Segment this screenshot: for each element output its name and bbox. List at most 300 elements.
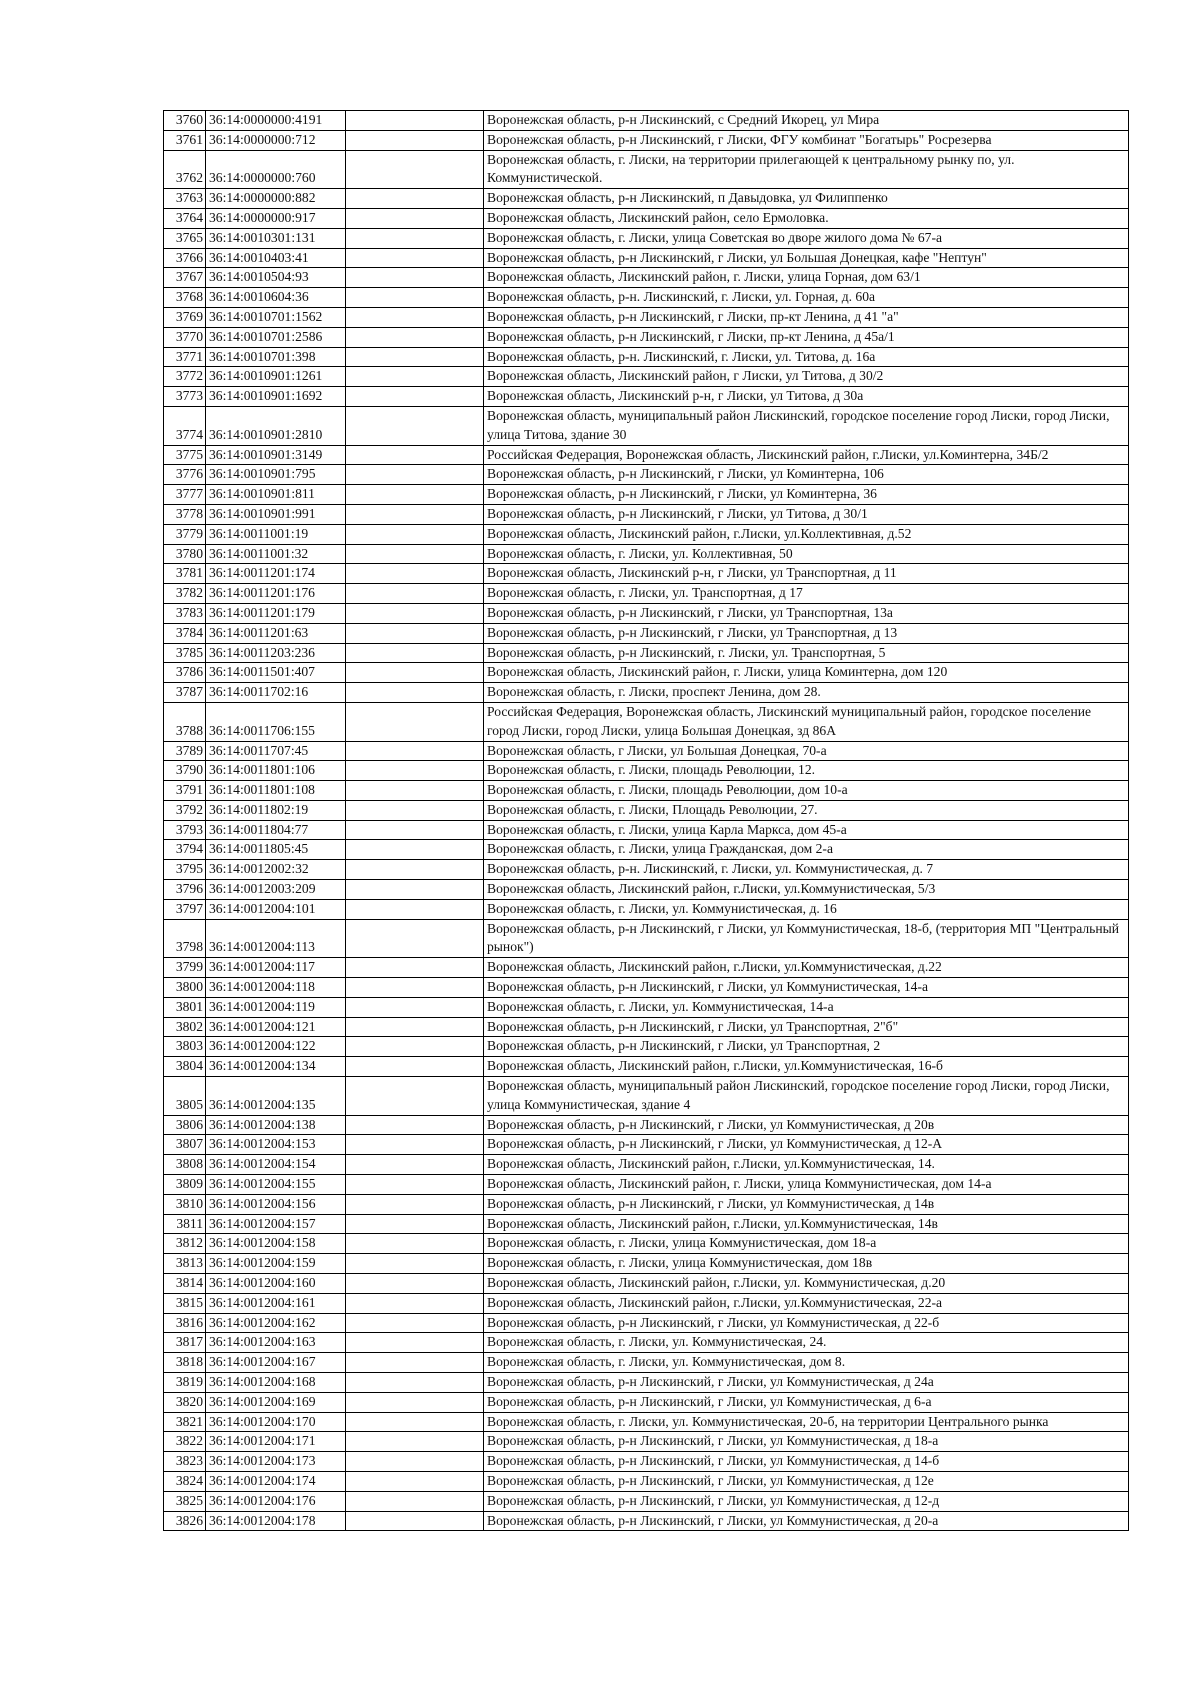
address-cell: Воронежская область, г. Лиски, ул. Коммунистическая, д. 16	[484, 899, 1129, 919]
address-cell: Воронежская область, г. Лиски, улица Коммунистическая, дом 18-а	[484, 1234, 1129, 1254]
empty-cell	[346, 1175, 484, 1195]
empty-cell	[346, 997, 484, 1017]
address-cell: Воронежская область, г. Лиски, ул. Коллективная, 50	[484, 544, 1129, 564]
cadastral-number-cell: 36:14:0011805:45	[206, 840, 346, 860]
cadastral-number-cell: 36:14:0012004:156	[206, 1194, 346, 1214]
empty-cell	[346, 1274, 484, 1294]
empty-cell	[346, 880, 484, 900]
table-row	[164, 899, 1129, 919]
address-cell: Воронежская область, р-н Лискинский, г Лиски, ул Коминтерна, 106	[484, 465, 1129, 485]
empty-cell	[346, 683, 484, 703]
row-number-cell: 3760	[164, 111, 206, 131]
row-number-cell: 3807	[164, 1135, 206, 1155]
cadastral-number-cell: 36:14:0012003:209	[206, 880, 346, 900]
cadastral-number-cell: 36:14:0012004:173	[206, 1452, 346, 1472]
empty-cell	[346, 1037, 484, 1057]
empty-cell	[346, 978, 484, 998]
address-cell: Воронежская область, р-н Лискинский, г Лиски, ул Коммунистическая, д 22-б	[484, 1313, 1129, 1333]
table-row	[164, 741, 1129, 761]
cadastral-number-cell: 36:14:0012004:113	[206, 919, 346, 958]
address-cell: Воронежская область, р-н Лискинский, г Лиски, ул Коммунистическая, д 12-А	[484, 1135, 1129, 1155]
empty-cell	[346, 1115, 484, 1135]
empty-cell	[346, 524, 484, 544]
row-number-cell: 3795	[164, 860, 206, 880]
empty-cell	[346, 1353, 484, 1373]
empty-cell	[346, 208, 484, 228]
cadastral-number-cell: 36:14:0010901:3149	[206, 445, 346, 465]
row-number-cell: 3810	[164, 1194, 206, 1214]
cadastral-number-cell: 36:14:0012004:121	[206, 1017, 346, 1037]
cadastral-number-cell: 36:14:0012004:161	[206, 1293, 346, 1313]
table-row	[164, 800, 1129, 820]
cadastral-number-cell: 36:14:0011801:106	[206, 761, 346, 781]
row-number-cell: 3790	[164, 761, 206, 781]
row-number-cell: 3762	[164, 150, 206, 189]
empty-cell	[346, 268, 484, 288]
row-number-cell: 3823	[164, 1452, 206, 1472]
cadastral-number-cell: 36:14:0012004:167	[206, 1353, 346, 1373]
empty-cell	[346, 1214, 484, 1234]
table-row	[164, 1234, 1129, 1254]
address-cell: Воронежская область, р-н Лискинский, г Лиски, ул Транспортная, 2"б"	[484, 1017, 1129, 1037]
row-number-cell: 3808	[164, 1155, 206, 1175]
table-row	[164, 1135, 1129, 1155]
table-row	[164, 958, 1129, 978]
address-cell: Воронежская область, Лискинский район, г.Лиски, ул.Коммунистическая, д.22	[484, 958, 1129, 978]
table-row	[164, 544, 1129, 564]
row-number-cell: 3794	[164, 840, 206, 860]
table-row	[164, 1254, 1129, 1274]
table-row	[164, 367, 1129, 387]
row-number-cell: 3824	[164, 1471, 206, 1491]
cadastral-number-cell: 36:14:0000000:917	[206, 208, 346, 228]
empty-cell	[346, 958, 484, 978]
cadastral-number-cell: 36:14:0012004:159	[206, 1254, 346, 1274]
row-number-cell: 3770	[164, 327, 206, 347]
address-cell: Воронежская область, р-н Лискинский, г Лиски, ул Коммунистическая, 14-а	[484, 978, 1129, 998]
table-row	[164, 1293, 1129, 1313]
cadastral-number-cell: 36:14:0010901:2810	[206, 406, 346, 445]
cadastral-number-cell: 36:14:0011804:77	[206, 820, 346, 840]
cadastral-number-cell: 36:14:0010504:93	[206, 268, 346, 288]
row-number-cell: 3804	[164, 1057, 206, 1077]
cadastral-number-cell: 36:14:0010901:811	[206, 485, 346, 505]
row-number-cell: 3825	[164, 1491, 206, 1511]
registry-table	[163, 110, 1129, 1531]
address-cell: Воронежская область, р-н Лискинский, г Лиски, ул Большая Донецкая, кафе "Нептун"	[484, 248, 1129, 268]
cadastral-number-cell: 36:14:0012004:158	[206, 1234, 346, 1254]
empty-cell	[346, 1471, 484, 1491]
row-number-cell: 3817	[164, 1333, 206, 1353]
empty-cell	[346, 1452, 484, 1472]
row-number-cell: 3786	[164, 663, 206, 683]
cadastral-number-cell: 36:14:0012004:117	[206, 958, 346, 978]
address-cell: Воронежская область, р-н Лискинский, г Лиски, ул Коммунистическая, д 12е	[484, 1471, 1129, 1491]
address-cell: Российская Федерация, Воронежская область, Лискинский район, г.Лиски, ул.Коминтерна, 34Б/2	[484, 445, 1129, 465]
row-number-cell: 3816	[164, 1313, 206, 1333]
address-cell: Воронежская область, р-н. Лискинский, г. Лиски, ул. Титова, д. 16а	[484, 347, 1129, 367]
table-row	[164, 1333, 1129, 1353]
cadastral-number-cell: 36:14:0010301:131	[206, 228, 346, 248]
cadastral-number-cell: 36:14:0011201:176	[206, 584, 346, 604]
table-row	[164, 504, 1129, 524]
address-cell: Российская Федерация, Воронежская область, Лискинский муниципальный район, городское поселение город Лиски, город Лиски, улица Большая Донецкая, зд 86А	[484, 702, 1129, 741]
row-number-cell: 3793	[164, 820, 206, 840]
row-number-cell: 3826	[164, 1511, 206, 1531]
empty-cell	[346, 111, 484, 131]
table-row	[164, 445, 1129, 465]
cadastral-number-cell: 36:14:0012004:154	[206, 1155, 346, 1175]
empty-cell	[346, 1077, 484, 1116]
address-cell: Воронежская область, р-н Лискинский, г Лиски, ул Коммунистическая, д 20в	[484, 1115, 1129, 1135]
cadastral-number-cell: 36:14:0012004:157	[206, 1214, 346, 1234]
table-row	[164, 1392, 1129, 1412]
empty-cell	[346, 307, 484, 327]
table-body	[164, 111, 1129, 1531]
table-row	[164, 465, 1129, 485]
table-row	[164, 1115, 1129, 1135]
empty-cell	[346, 248, 484, 268]
address-cell: Воронежская область, г. Лиски, площадь Революции, дом 10-а	[484, 781, 1129, 801]
cadastral-number-cell: 36:14:0012004:155	[206, 1175, 346, 1195]
table-row	[164, 860, 1129, 880]
row-number-cell: 3787	[164, 683, 206, 703]
address-cell: Воронежская область, р-н Лискинский, п Давыдовка, ул Филиппенко	[484, 189, 1129, 209]
row-number-cell: 3779	[164, 524, 206, 544]
empty-cell	[346, 1313, 484, 1333]
cadastral-number-cell: 36:14:0012004:171	[206, 1432, 346, 1452]
table-row	[164, 150, 1129, 189]
row-number-cell: 3799	[164, 958, 206, 978]
cadastral-number-cell: 36:14:0000000:712	[206, 130, 346, 150]
cadastral-number-cell: 36:14:0012004:170	[206, 1412, 346, 1432]
empty-cell	[346, 1392, 484, 1412]
address-cell: Воронежская область, г. Лиски, ул. Транспортная, д 17	[484, 584, 1129, 604]
cadastral-number-cell: 36:14:0000000:4191	[206, 111, 346, 131]
row-number-cell: 3782	[164, 584, 206, 604]
empty-cell	[346, 899, 484, 919]
cadastral-number-cell: 36:14:0010901:991	[206, 504, 346, 524]
address-cell: Воронежская область, р-н Лискинский, г. Лиски, ул. Транспортная, 5	[484, 643, 1129, 663]
row-number-cell: 3797	[164, 899, 206, 919]
cadastral-number-cell: 36:14:0011501:407	[206, 663, 346, 683]
address-cell: Воронежская область, р-н Лискинский, г Лиски, ул Транспортная, д 13	[484, 623, 1129, 643]
table-row	[164, 683, 1129, 703]
address-cell: Воронежская область, Лискинский район, г.Лиски, ул.Коммунистическая, 5/3	[484, 880, 1129, 900]
empty-cell	[346, 1194, 484, 1214]
address-cell: Воронежская область, р-н Лискинский, г Лиски, пр-кт Ленина, д 45а/1	[484, 327, 1129, 347]
table-row	[164, 248, 1129, 268]
row-number-cell: 3819	[164, 1373, 206, 1393]
row-number-cell: 3788	[164, 702, 206, 741]
address-cell: Воронежская область, г. Лиски, на территории прилегающей к центральному рынку по, ул. Коммунистической.	[484, 150, 1129, 189]
address-cell: Воронежская область, г. Лиски, площадь Революции, 12.	[484, 761, 1129, 781]
empty-cell	[346, 840, 484, 860]
table-row	[164, 1017, 1129, 1037]
row-number-cell: 3781	[164, 564, 206, 584]
address-cell: Воронежская область, Лискинский район, г.Лиски, ул. Коммунистическая, д.20	[484, 1274, 1129, 1294]
row-number-cell: 3814	[164, 1274, 206, 1294]
cadastral-number-cell: 36:14:0011201:179	[206, 603, 346, 623]
empty-cell	[346, 445, 484, 465]
cadastral-number-cell: 36:14:0011707:45	[206, 741, 346, 761]
address-cell: Воронежская область, р-н Лискинский, г Лиски, ул Коммунистическая, д 20-а	[484, 1511, 1129, 1531]
address-cell: Воронежская область, р-н Лискинский, г Лиски, ул Коммунистическая, 18-б, (территория МП "Центральный рынок")	[484, 919, 1129, 958]
empty-cell	[346, 406, 484, 445]
row-number-cell: 3761	[164, 130, 206, 150]
address-cell: Воронежская область, р-н. Лискинский, г. Лиски, ул. Горная, д. 60а	[484, 288, 1129, 308]
row-number-cell: 3769	[164, 307, 206, 327]
table-row	[164, 1313, 1129, 1333]
row-number-cell: 3778	[164, 504, 206, 524]
empty-cell	[346, 367, 484, 387]
table-row	[164, 485, 1129, 505]
cadastral-number-cell: 36:14:0010701:398	[206, 347, 346, 367]
cadastral-number-cell: 36:14:0011001:19	[206, 524, 346, 544]
address-cell: Воронежская область, р-н. Лискинский, г. Лиски, ул. Коммунистическая, д. 7	[484, 860, 1129, 880]
address-cell: Воронежская область, Лискинский район, г.Лиски, ул.Коммунистическая, 16-б	[484, 1057, 1129, 1077]
table-row	[164, 1511, 1129, 1531]
address-cell: Воронежская область, Лискинский район, г.Лиски, ул.Коммунистическая, 14.	[484, 1155, 1129, 1175]
row-number-cell: 3767	[164, 268, 206, 288]
row-number-cell: 3805	[164, 1077, 206, 1116]
row-number-cell: 3815	[164, 1293, 206, 1313]
table-row	[164, 1077, 1129, 1116]
address-cell: Воронежская область, р-н Лискинский, г Лиски, ул Коммунистическая, д 6-а	[484, 1392, 1129, 1412]
empty-cell	[346, 544, 484, 564]
cadastral-number-cell: 36:14:0012004:174	[206, 1471, 346, 1491]
row-number-cell: 3774	[164, 406, 206, 445]
table-row	[164, 1037, 1129, 1057]
table-row	[164, 228, 1129, 248]
table-row	[164, 1373, 1129, 1393]
empty-cell	[346, 1333, 484, 1353]
address-cell: Воронежская область, Лискинский район, г. Лиски, улица Коминтерна, дом 120	[484, 663, 1129, 683]
cadastral-number-cell: 36:14:0010901:1261	[206, 367, 346, 387]
cadastral-number-cell: 36:14:0012002:32	[206, 860, 346, 880]
table-row	[164, 189, 1129, 209]
empty-cell	[346, 1017, 484, 1037]
table-row	[164, 1432, 1129, 1452]
cadastral-number-cell: 36:14:0000000:760	[206, 150, 346, 189]
empty-cell	[346, 603, 484, 623]
row-number-cell: 3796	[164, 880, 206, 900]
cadastral-number-cell: 36:14:0011801:108	[206, 781, 346, 801]
table-row	[164, 603, 1129, 623]
table-row	[164, 623, 1129, 643]
address-cell: Воронежская область, р-н Лискинский, г Лиски, ул Коммунистическая, д 24а	[484, 1373, 1129, 1393]
cadastral-number-cell: 36:14:0012004:168	[206, 1373, 346, 1393]
cadastral-number-cell: 36:14:0011001:32	[206, 544, 346, 564]
cadastral-number-cell: 36:14:0012004:118	[206, 978, 346, 998]
row-number-cell: 3802	[164, 1017, 206, 1037]
row-number-cell: 3773	[164, 387, 206, 407]
empty-cell	[346, 643, 484, 663]
row-number-cell: 3783	[164, 603, 206, 623]
table-row	[164, 1452, 1129, 1472]
table-row	[164, 919, 1129, 958]
address-cell: Воронежская область, Лискинский р-н, г Лиски, ул Транспортная, д 11	[484, 564, 1129, 584]
empty-cell	[346, 1373, 484, 1393]
row-number-cell: 3812	[164, 1234, 206, 1254]
empty-cell	[346, 564, 484, 584]
address-cell: Воронежская область, г. Лиски, Площадь Революции, 27.	[484, 800, 1129, 820]
address-cell: Воронежская область, Лискинский район, г.Лиски, ул.Коллективная, д.52	[484, 524, 1129, 544]
table-row	[164, 208, 1129, 228]
address-cell: Воронежская область, г. Лиски, улица Карла Маркса, дом 45-а	[484, 820, 1129, 840]
cadastral-number-cell: 36:14:0011802:19	[206, 800, 346, 820]
address-cell: Воронежская область, г. Лиски, улица Гражданская, дом 2-а	[484, 840, 1129, 860]
row-number-cell: 3784	[164, 623, 206, 643]
empty-cell	[346, 1412, 484, 1432]
row-number-cell: 3820	[164, 1392, 206, 1412]
table-row	[164, 880, 1129, 900]
cadastral-number-cell: 36:14:0011201:63	[206, 623, 346, 643]
cadastral-number-cell: 36:14:0012004:163	[206, 1333, 346, 1353]
cadastral-number-cell: 36:14:0012004:135	[206, 1077, 346, 1116]
cadastral-number-cell: 36:14:0012004:138	[206, 1115, 346, 1135]
table-row	[164, 761, 1129, 781]
table-row	[164, 997, 1129, 1017]
row-number-cell: 3766	[164, 248, 206, 268]
cadastral-number-cell: 36:14:0012004:169	[206, 1392, 346, 1412]
cadastral-number-cell: 36:14:0012004:162	[206, 1313, 346, 1333]
row-number-cell: 3791	[164, 781, 206, 801]
row-number-cell: 3771	[164, 347, 206, 367]
cadastral-number-cell: 36:14:0012004:176	[206, 1491, 346, 1511]
empty-cell	[346, 1057, 484, 1077]
table-row	[164, 1175, 1129, 1195]
row-number-cell: 3768	[164, 288, 206, 308]
table-row	[164, 307, 1129, 327]
table-row	[164, 1194, 1129, 1214]
row-number-cell: 3780	[164, 544, 206, 564]
table-row	[164, 702, 1129, 741]
address-cell: Воронежская область, Лискинский район, г.Лиски, ул.Коммунистическая, 22-а	[484, 1293, 1129, 1313]
cadastral-number-cell: 36:14:0010901:795	[206, 465, 346, 485]
row-number-cell: 3798	[164, 919, 206, 958]
address-cell: Воронежская область, р-н Лискинский, г Лиски, ул Транспортная, 2	[484, 1037, 1129, 1057]
row-number-cell: 3822	[164, 1432, 206, 1452]
table-row	[164, 1471, 1129, 1491]
empty-cell	[346, 919, 484, 958]
row-number-cell: 3811	[164, 1214, 206, 1234]
address-cell: Воронежская область, р-н Лискинский, г Лиски, ул Коммунистическая, д 18-а	[484, 1432, 1129, 1452]
empty-cell	[346, 820, 484, 840]
cadastral-number-cell: 36:14:0012004:153	[206, 1135, 346, 1155]
cadastral-number-cell: 36:14:0012004:160	[206, 1274, 346, 1294]
cadastral-number-cell: 36:14:0010701:2586	[206, 327, 346, 347]
empty-cell	[346, 228, 484, 248]
row-number-cell: 3775	[164, 445, 206, 465]
empty-cell	[346, 387, 484, 407]
table-row	[164, 406, 1129, 445]
empty-cell	[346, 1432, 484, 1452]
address-cell: Воронежская область, р-н Лискинский, с Средний Икорец, ул Мира	[484, 111, 1129, 131]
empty-cell	[346, 1491, 484, 1511]
cadastral-number-cell: 36:14:0012004:101	[206, 899, 346, 919]
cadastral-number-cell: 36:14:0011702:16	[206, 683, 346, 703]
empty-cell	[346, 584, 484, 604]
address-cell: Воронежская область, Лискинский район, г Лиски, ул Титова, д 30/2	[484, 367, 1129, 387]
address-cell: Воронежская область, р-н Лискинский, г Лиски, ул Коминтерна, 36	[484, 485, 1129, 505]
table-row	[164, 1214, 1129, 1234]
address-cell: Воронежская область, р-н Лискинский, г Лиски, ФГУ комбинат "Богатырь" Росрезерва	[484, 130, 1129, 150]
row-number-cell: 3789	[164, 741, 206, 761]
row-number-cell: 3801	[164, 997, 206, 1017]
empty-cell	[346, 1155, 484, 1175]
table-row	[164, 840, 1129, 860]
empty-cell	[346, 150, 484, 189]
cadastral-number-cell: 36:14:0012004:119	[206, 997, 346, 1017]
address-cell: Воронежская область, г Лиски, ул Большая Донецкая, 70-а	[484, 741, 1129, 761]
cadastral-number-cell: 36:14:0010901:1692	[206, 387, 346, 407]
empty-cell	[346, 130, 484, 150]
empty-cell	[346, 465, 484, 485]
empty-cell	[346, 1511, 484, 1531]
address-cell: Воронежская область, г. Лиски, ул. Коммунистическая, 20-б, на территории Центрального рынка	[484, 1412, 1129, 1432]
address-cell: Воронежская область, Лискинский район, г. Лиски, улица Горная, дом 63/1	[484, 268, 1129, 288]
table-row	[164, 327, 1129, 347]
address-cell: Воронежская область, муниципальный район Лискинский, городское поселение город Лиски, город Лиски, улица Титова, здание 30	[484, 406, 1129, 445]
address-cell: Воронежская область, г. Лиски, проспект Ленина, дом 28.	[484, 683, 1129, 703]
empty-cell	[346, 741, 484, 761]
row-number-cell: 3772	[164, 367, 206, 387]
address-cell: Воронежская область, г. Лиски, ул. Коммунистическая, 24.	[484, 1333, 1129, 1353]
table-row	[164, 584, 1129, 604]
cadastral-number-cell: 36:14:0012004:122	[206, 1037, 346, 1057]
address-cell: Воронежская область, г. Лиски, ул. Коммунистическая, 14-а	[484, 997, 1129, 1017]
empty-cell	[346, 327, 484, 347]
table-row	[164, 130, 1129, 150]
empty-cell	[346, 663, 484, 683]
row-number-cell: 3806	[164, 1115, 206, 1135]
table-row	[164, 1491, 1129, 1511]
table-row	[164, 978, 1129, 998]
address-cell: Воронежская область, Лискинский р-н, г Лиски, ул Титова, д 30а	[484, 387, 1129, 407]
address-cell: Воронежская область, Лискинский район, г.Лиски, ул.Коммунистическая, 14в	[484, 1214, 1129, 1234]
empty-cell	[346, 860, 484, 880]
empty-cell	[346, 288, 484, 308]
cadastral-number-cell: 36:14:0000000:882	[206, 189, 346, 209]
table-row	[164, 1353, 1129, 1373]
empty-cell	[346, 189, 484, 209]
table-row	[164, 1155, 1129, 1175]
row-number-cell: 3809	[164, 1175, 206, 1195]
cadastral-number-cell: 36:14:0012004:134	[206, 1057, 346, 1077]
empty-cell	[346, 1293, 484, 1313]
row-number-cell: 3803	[164, 1037, 206, 1057]
cadastral-number-cell: 36:14:0011201:174	[206, 564, 346, 584]
address-cell: Воронежская область, муниципальный район Лискинский, городское поселение город Лиски, город Лиски, улица Коммунистическая, здание 4	[484, 1077, 1129, 1116]
address-cell: Воронежская область, р-н Лискинский, г Лиски, ул Коммунистическая, д 12-д	[484, 1491, 1129, 1511]
row-number-cell: 3764	[164, 208, 206, 228]
table-row	[164, 1412, 1129, 1432]
address-cell: Воронежская область, г. Лиски, улица Советская во дворе жилого дома № 67-а	[484, 228, 1129, 248]
row-number-cell: 3785	[164, 643, 206, 663]
address-cell: Воронежская область, Лискинский район, село Ермоловка.	[484, 208, 1129, 228]
table-row	[164, 564, 1129, 584]
row-number-cell: 3818	[164, 1353, 206, 1373]
cadastral-number-cell: 36:14:0011706:155	[206, 702, 346, 741]
empty-cell	[346, 1234, 484, 1254]
cadastral-number-cell: 36:14:0012004:178	[206, 1511, 346, 1531]
table-row	[164, 663, 1129, 683]
address-cell: Воронежская область, р-н Лискинский, г Лиски, ул Коммунистическая, д 14-б	[484, 1452, 1129, 1472]
table-row	[164, 288, 1129, 308]
empty-cell	[346, 347, 484, 367]
address-cell: Воронежская область, р-н Лискинский, г Лиски, ул Титова, д 30/1	[484, 504, 1129, 524]
